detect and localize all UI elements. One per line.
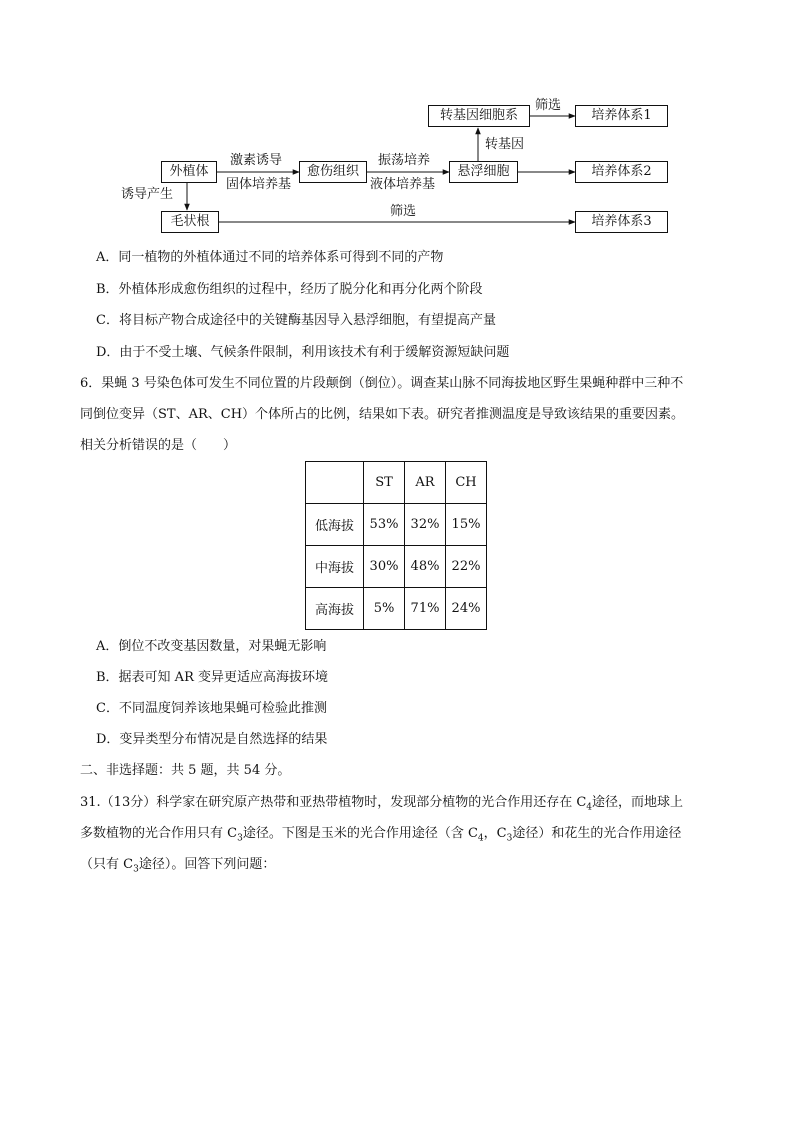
inversion-table	[305, 461, 487, 630]
q5-option-d: D．由于不受土壤、气候条件限制，利用该技术有利于缓解资源短缺问题	[96, 345, 510, 360]
q5-option-a: A．同一植物的外植体通过不同的培养体系可得到不同的产物	[96, 250, 444, 265]
table-row	[306, 588, 487, 630]
table-header-cell: ST	[364, 462, 405, 504]
box-suspension-cell: 悬浮细胞	[449, 161, 518, 183]
table-cell: 48%	[405, 546, 446, 588]
q6-stem-line2: 同倒位变异（ST、AR、CH）个体所占的比例，结果如下表。研究者推测温度是导致该结果的重要因素。	[80, 407, 685, 422]
label-liquid-medium: 液体培养基	[370, 177, 436, 192]
box-culture-3: 培养体系3	[575, 211, 668, 233]
table-header-cell: AR	[405, 462, 446, 504]
table-cell: 22%	[446, 546, 487, 588]
table-header-cell	[306, 462, 364, 504]
q6-stem-line3: 相关分析错误的是（ ）	[80, 438, 237, 453]
q5-option-b: B．外植体形成愈伤组织的过程中，经历了脱分化和再分化两个阶段	[96, 282, 483, 297]
q5-option-c: C．将目标产物合成途径中的关键酶基因导入悬浮细胞，有望提高产量	[96, 313, 496, 328]
box-callus: 愈伤组织	[299, 161, 367, 183]
table-row-label: 低海拔	[306, 504, 364, 546]
section-heading: 二、非选择题：共 5 题，共 54 分。	[80, 763, 291, 778]
table-cell: 15%	[446, 504, 487, 546]
table-row	[306, 546, 487, 588]
label-hormone: 激素诱导	[230, 153, 283, 168]
label-induce: 诱导产生	[121, 187, 174, 202]
table-header-row	[306, 462, 487, 504]
table-cell: 53%	[364, 504, 405, 546]
box-explant: 外植体	[161, 161, 217, 183]
label-screen-bottom: 筛选	[390, 204, 417, 219]
box-hairy-root: 毛状根	[161, 211, 219, 233]
label-shake-culture: 振荡培养	[378, 153, 431, 168]
box-culture-1: 培养体系1	[575, 105, 668, 127]
q31-line3: （只有 $C_3$途径）。回答下列问题：	[80, 857, 276, 875]
table-cell: 30%	[364, 546, 405, 588]
table-cell: 5%	[364, 588, 405, 630]
table-cell: 24%	[446, 588, 487, 630]
table-row-label: 高海拔	[306, 588, 364, 630]
label-solid-medium: 固体培养基	[226, 177, 292, 192]
table-row	[306, 504, 487, 546]
box-culture-2: 培养体系2	[575, 161, 668, 183]
label-transgene: 转基因	[485, 137, 525, 152]
table-row-label: 中海拔	[306, 546, 364, 588]
table-cell: 32%	[405, 504, 446, 546]
q6-option-a: A．倒位不改变基因数量，对果蝇无影响	[96, 639, 327, 654]
q6-stem-line1: 6．果蝇 3 号染色体可发生不同位置的片段颠倒（倒位）。调查某山脉不同海拔地区野生果蝇种群中三种不	[80, 376, 684, 391]
q6-option-c: C．不同温度饲养该地果蝇可检验此推测	[96, 701, 327, 716]
box-transgenic-line: 转基因细胞系	[428, 105, 530, 127]
q31-line1: 31.（13分）科学家在研究原产热带和亚热带植物时，发现部分植物的光合作用还存在 $C_4$途径，而地球上	[80, 795, 684, 813]
table-header-cell: CH	[446, 462, 487, 504]
table-cell: 71%	[405, 588, 446, 630]
label-screen-top: 筛选	[535, 98, 562, 113]
q31-line2: 多数植物的光合作用只有 $C_3$途径。下图是玉米的光合作用途径（含 $C_4$，$C_3$途径）和花生的光合作用途径	[80, 826, 682, 844]
q6-option-b: B．据表可知 AR 变异更适应高海拔环境	[96, 670, 328, 685]
q6-option-d: D．变异类型分布情况是自然选择的结果	[96, 732, 328, 747]
